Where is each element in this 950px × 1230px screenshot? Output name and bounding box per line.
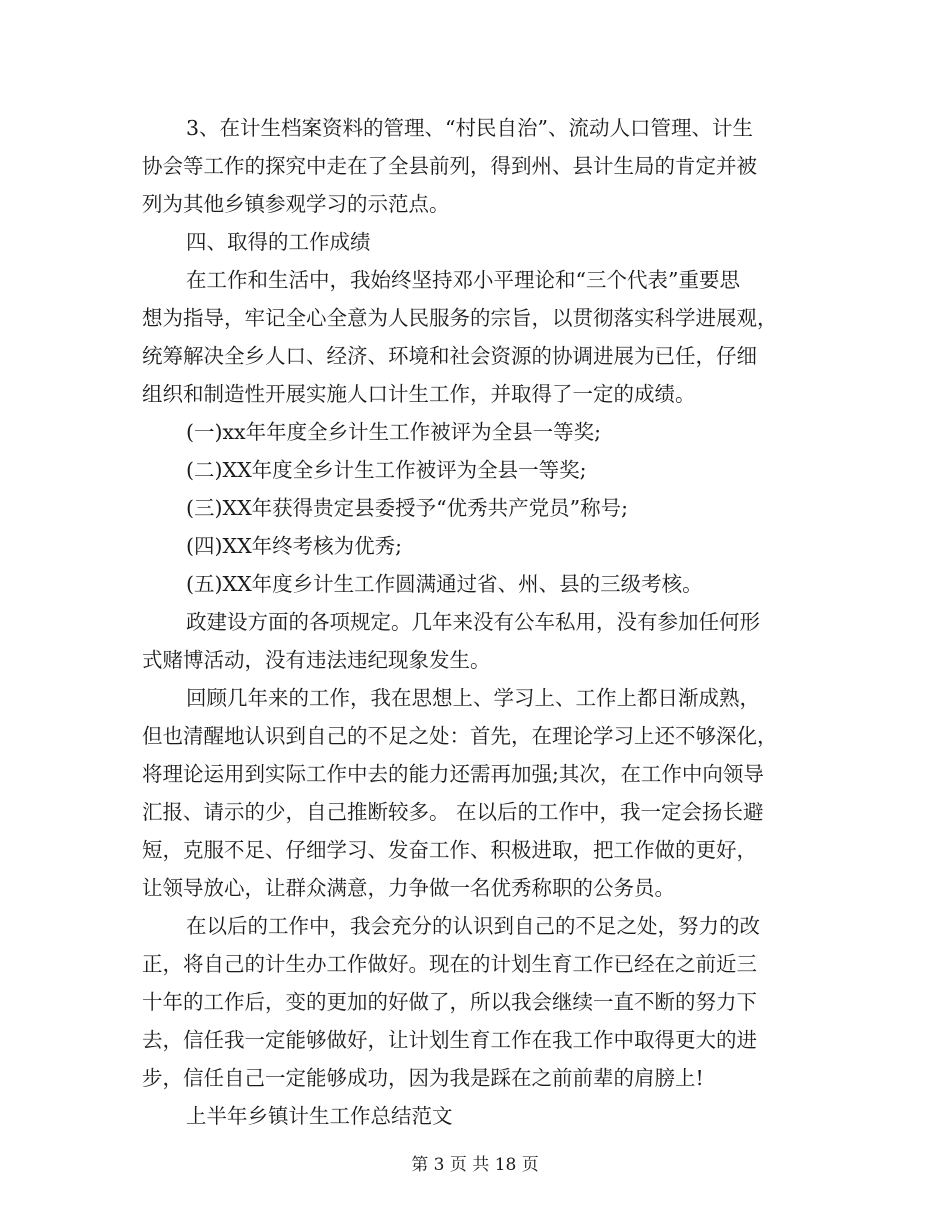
text-line: 想为指导，牢记全心全意为人民服务的宗旨，以贯彻落实科学进展观， xyxy=(142,306,778,330)
text-line: 在工作和生活中，我始终坚持邓小平理论和“三个代表”重要思 xyxy=(186,268,740,292)
text-line: 3、在计生档案资料的管理、“村民自治”、流动人口管理、计生 xyxy=(186,116,754,140)
text-line: 十年的工作后，变的更加的好做了，所以我会继续一直不断的努力下 xyxy=(142,990,757,1014)
text-line: 式赌博活动，没有违法违纪现象发生。 xyxy=(142,648,491,672)
text-line: 协会等工作的探究中走在了全县前列，得到州、县计生局的肯定并被 xyxy=(142,154,757,178)
text-line: 列为其他乡镇参观学习的示范点。 xyxy=(142,192,450,216)
text-line: 步，信任自己一定能够成功，因为我是踩在之前前辈的肩膀上! xyxy=(142,1066,704,1090)
text-line: 但也清醒地认识到自己的不足之处：首先，在理论学习上还不够深化， xyxy=(142,724,778,748)
text-line: 回顾几年来的工作，我在思想上、学习上、工作上都日渐成熟， xyxy=(186,686,760,710)
list-item: (二)XX年度全乡计生工作被评为全县一等奖; xyxy=(186,458,587,482)
text-line: 政建设方面的各项规定。几年来没有公车私用，没有参加任何形 xyxy=(186,610,760,634)
list-item: (四)XX年终考核为优秀; xyxy=(186,534,403,558)
section-heading: 上半年乡镇计生工作总结范文 xyxy=(186,1104,453,1128)
list-item: (五)XX年度乡计生工作圆满通过省、州、县的三级考核。 xyxy=(186,572,703,596)
text-line: 组织和制造性开展实施人口计生工作，并取得了一定的成绩。 xyxy=(142,382,696,406)
text-line: 正，将自己的计生办工作做好。现在的计划生育工作已经在之前近三 xyxy=(142,952,757,976)
text-line: 让领导放心，让群众满意，力争做一名优秀称职的公务员。 xyxy=(142,876,675,900)
text-line: 短，克服不足、仔细学习、发奋工作、积极进取，把工作做的更好， xyxy=(142,838,757,862)
text-line: 去，信任我一定能够做好，让计划生育工作在我工作中取得更大的进 xyxy=(142,1028,757,1052)
list-item: (一)xx年年度全乡计生工作被评为全县一等奖; xyxy=(186,420,602,444)
text-line: 汇报、请示的少，自己推断较多。 在以后的工作中，我一定会扬长避 xyxy=(142,800,764,824)
text-line: 在以后的工作中，我会充分的认识到自己的不足之处，努力的改 xyxy=(186,914,760,938)
page-number: 第 3 页 共 18 页 xyxy=(411,1155,539,1175)
text-line: 统筹解决全乡人口、经济、环境和社会资源的协调进展为已任，仔细 xyxy=(142,344,757,368)
text-line: 将理论运用到实际工作中去的能力还需再加强;其次，在工作中向领导 xyxy=(142,762,764,786)
list-item: (三)XX年获得贵定县委授予“优秀共产党员”称号; xyxy=(186,496,629,520)
section-heading: 四、取得的工作成绩 xyxy=(186,230,371,254)
